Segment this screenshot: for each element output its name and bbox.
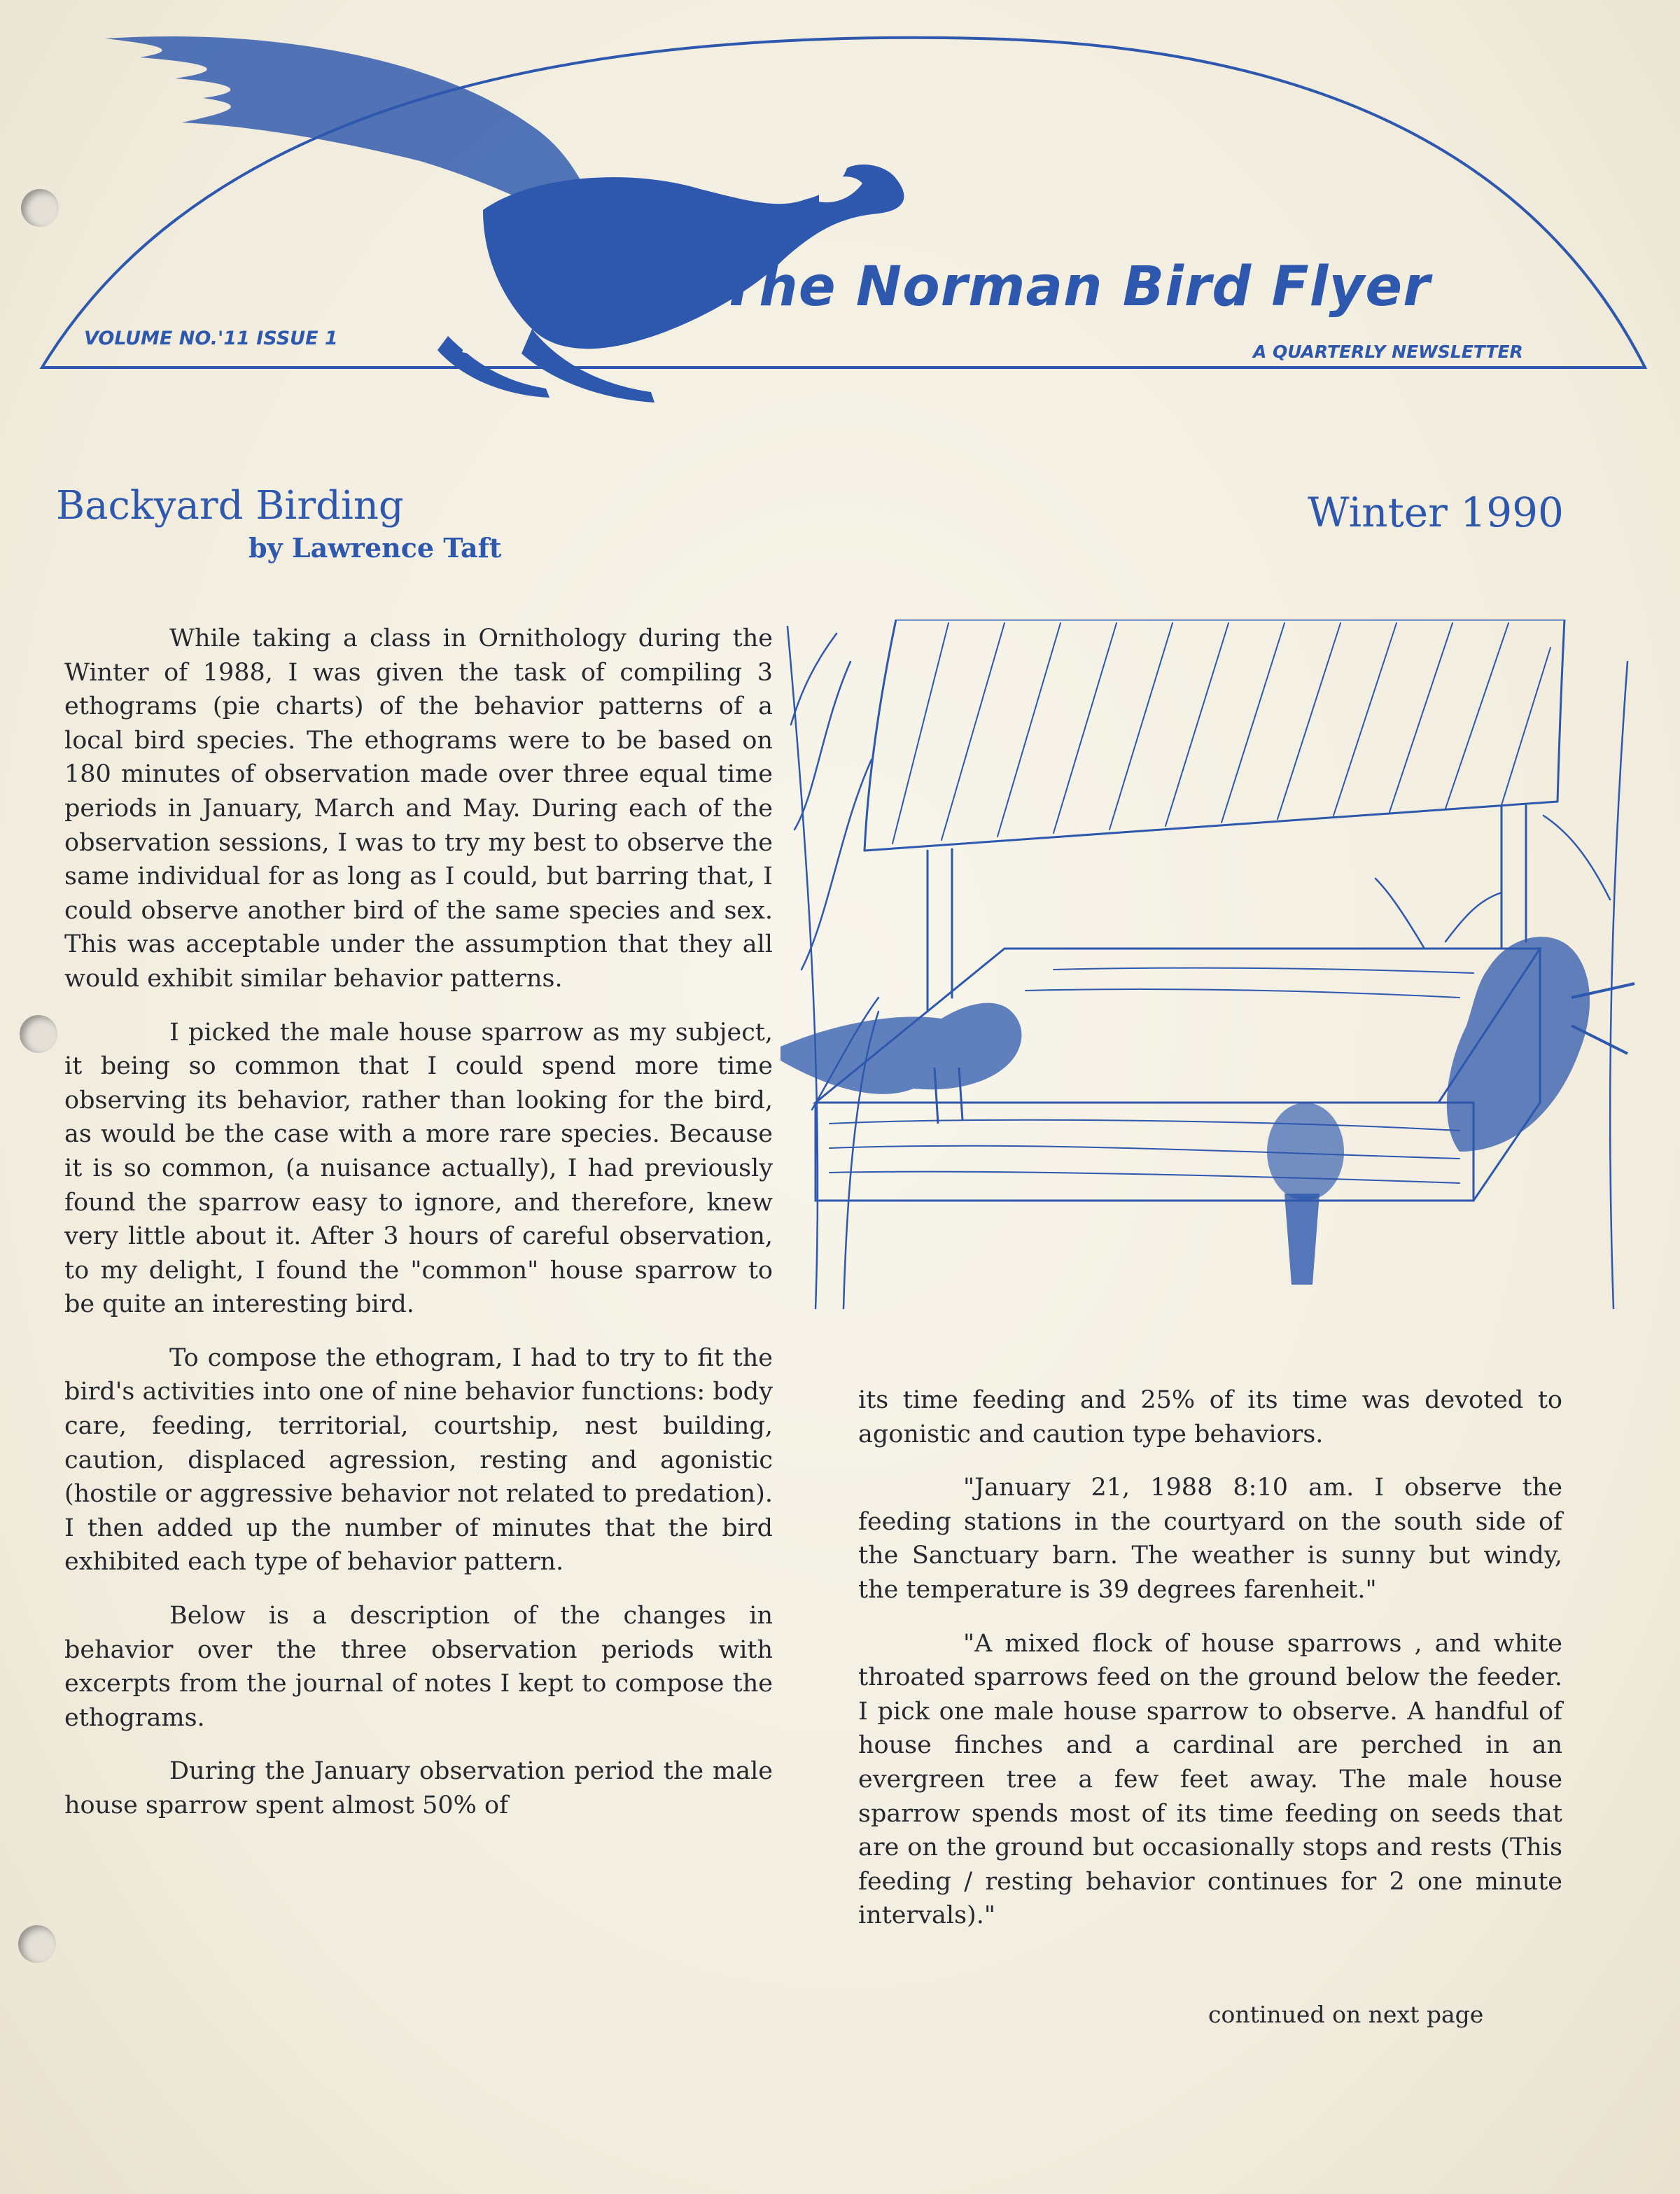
article-byline: by Lawrence Taft xyxy=(248,532,502,564)
continued-note: continued on next page xyxy=(1208,2001,1484,2028)
newsletter-title: The Norman Bird Flyer xyxy=(721,256,1431,319)
masthead xyxy=(0,0,1680,434)
newsletter-subtitle: A QUARTERLY NEWSLETTER xyxy=(1253,342,1523,362)
paragraph-2: I picked the male house sparrow as my subject, it being so common that I could spend more time observing its behavior, rather than looking for the bird, as would be the case with a more rare species. Because it is so common, (a nuisance actually), I had previously found the sparrow easy to ignore, and therefore, knew very little about it. After 3 hours of careful observation, to my delight, I found the "common" house sparrow to be quite an interesting bird. xyxy=(64,1018,773,1319)
sparrow-center-icon xyxy=(1267,1103,1344,1285)
punch-hole-middle xyxy=(20,1015,57,1053)
paragraph-5: During the January observation period the male house sparrow spent almost 50% of xyxy=(64,1757,773,1819)
issue-season: Winter 1990 xyxy=(1308,489,1564,536)
sparrow-right-icon xyxy=(1447,937,1634,1152)
paragraph-8: "A mixed flock of house sparrows , and white throated sparrows feed on the ground below the feeder. I pick one male house sparrow to observe. A handful of house finches and a cardinal are perched in an evergreen tree a few feet away. The male house sparrow spends most of its time feeding on seeds that are on the ground but occasionally stops and rests (This feeding / resting behavior continues for 2 one minute intervals)." xyxy=(858,1629,1562,1930)
bird-feeder-illustration xyxy=(774,620,1638,1309)
punch-hole-bottom xyxy=(18,1925,56,1963)
right-column xyxy=(858,1383,1562,1952)
masthead-frame xyxy=(0,0,1680,434)
paragraph-3: To compose the ethogram, I had to try to fit the bird's activities into one of nine behavior functions: body care, feeding, territorial, courtship, nest building, caution, displaced agression, resting and agonistic (hostile or aggressive behavior not related to predation). I then added up the number of minutes that the bird exhibited each type of behavior pattern. xyxy=(64,1343,773,1577)
article-title: Backyard Birding xyxy=(56,483,404,529)
volume-issue: VOLUME NO.'11 ISSUE 1 xyxy=(84,328,338,349)
paragraph-7: "January 21, 1988 8:10 am. I observe the feeding stations in the courtyard on the south side of the Sanctuary barn. The weather is sunny but windy, the temperature is 39 degrees farenheit." xyxy=(858,1474,1562,1604)
paragraph-4: Below is a description of the changes in behavior over the three observation periods with excerpts from the journal of notes I kept to compose the ethograms. xyxy=(64,1602,773,1732)
paragraph-1: While taking a class in Ornithology during the Winter of 1988, I was given the task of compiling 3 ethograms (pie charts) of the behavior patterns of a local bird species. The ethograms were to be based on 180 minutes of observation made over three equal time periods in January, March and May. During each of the observation sessions, I was to try my best to observe the same individual for as long as I could, but barring that, I could observe another bird of the same species and sex. This was acceptable under the assumption that they all would exhibit similar behavior patterns. xyxy=(64,624,773,993)
paragraph-6: its time feeding and 25% of its time was devoted to agonistic and caution type behaviors. xyxy=(858,1386,1562,1448)
left-column xyxy=(64,622,773,1843)
